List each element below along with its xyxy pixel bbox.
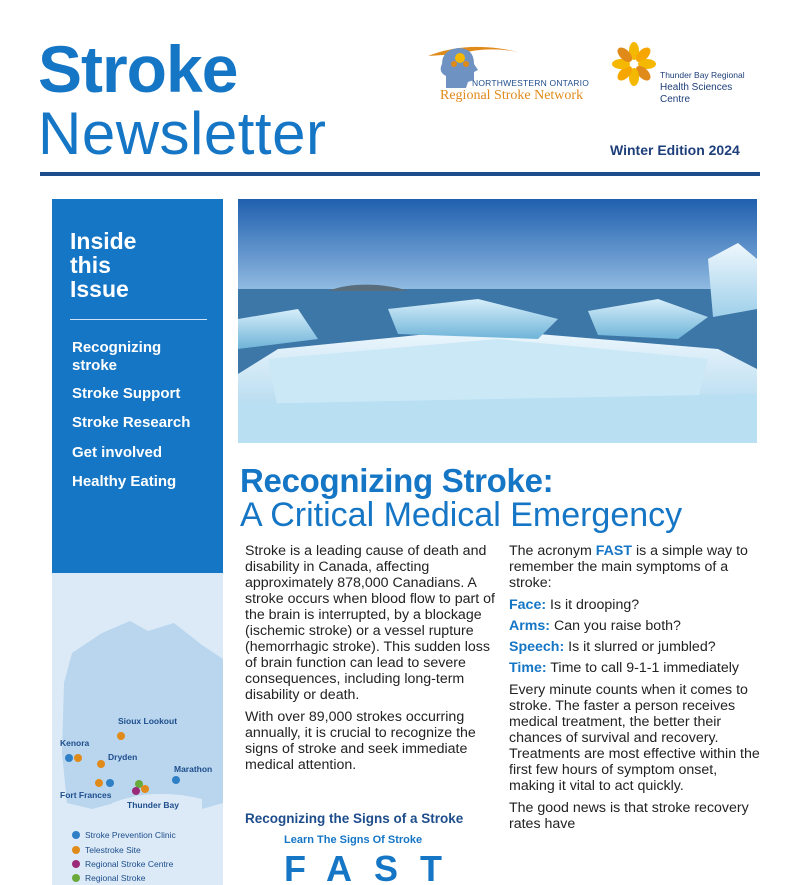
legend-item (72, 845, 141, 855)
fast-graphic: FAST (284, 848, 465, 885)
network-logo-line2: Regional Stroke Network (440, 88, 584, 103)
legend-dot-icon (72, 874, 80, 882)
symptom-key: Arms: (509, 618, 550, 634)
hospital-logo-line1: Thunder Bay Regional (660, 70, 745, 80)
symptom-speech (509, 639, 763, 655)
hospital-logo-line3: Centre (660, 94, 691, 105)
masthead-divider (40, 172, 760, 176)
article-column-right (509, 543, 763, 838)
paragraph: Every minute counts when it comes to stroke. The faster a person receives medical treatment, the better their chances of survival and recovery. Treatments are most effective within the first few hours of symptom onset, making it vital to act quickly. (509, 682, 760, 794)
symptom-arms (509, 618, 763, 634)
symptom-key: Face: (509, 597, 547, 613)
symptom-key: Speech: (509, 639, 565, 655)
map-label: Marathon (174, 764, 213, 774)
fast-graphic-caption: Learn The Signs Of Stroke (284, 834, 423, 846)
legend-label: Regional Stroke Centre (85, 859, 174, 869)
symptom-text: Time to call 9-1-1 immediately (546, 660, 739, 676)
flower-icon (610, 40, 658, 90)
hospital-logo (610, 38, 760, 108)
masthead-subtitle: Newsletter (38, 100, 327, 167)
sidebar-item-research[interactable]: Stroke Research (72, 414, 191, 431)
signs-subheading: Recognizing the Signs of a Stroke (245, 811, 464, 826)
legend-dot-icon (72, 846, 80, 854)
article-heading: Recognizing Stroke: (240, 462, 554, 499)
legend-label: Telestroke Site (85, 845, 141, 855)
symptom-text: Can you raise both? (550, 618, 681, 634)
legend-label: Regional Stroke (85, 873, 146, 883)
legend-item (72, 859, 173, 869)
symptom-key: Time: (509, 660, 547, 676)
map-label: Kenora (60, 738, 90, 748)
ice-landscape-photo (238, 199, 757, 443)
sidebar-item-recognizing[interactable]: Recognizing (72, 339, 162, 356)
legend-dot-icon (72, 831, 80, 839)
map-label: Dryden (108, 752, 138, 762)
network-logo-line1: NORTHWESTERN ONTARIO (472, 78, 590, 88)
text-run: is a simple way to remember the main symptoms of a stroke: (509, 543, 748, 591)
map-label: Fort Frances (60, 790, 112, 800)
inside-heading-line: Inside (70, 228, 137, 254)
sidebar-item-healthy-eating[interactable]: Healthy Eating (72, 473, 177, 490)
legend-dot-icon (72, 860, 80, 868)
edition-label: Winter Edition 2024 (610, 142, 740, 158)
symptom-face (509, 597, 763, 613)
masthead-title: Stroke (38, 32, 238, 106)
paragraph: With over 89,000 strokes occurring annually, it is crucial to recognize the signs of stroke and seek immediate medical attention. (245, 709, 476, 773)
paragraph: The good news is that stroke recovery rates have (509, 800, 749, 832)
inside-heading (70, 229, 136, 301)
article-column-left (245, 543, 495, 779)
sidebar-item-get-involved[interactable]: Get involved (72, 444, 163, 461)
inside-heading-line: Issue (70, 276, 129, 302)
regional-map (52, 573, 223, 885)
legend-item (72, 830, 176, 840)
sidebar-divider (70, 319, 207, 320)
paragraph: Stroke is a leading cause of death and disability in Canada, affecting approximately 878,000 Canadians. A stroke occurs when blood flow to part of the brain is interrupted, by a blockage (ischemic stroke) or a vessel rupture (hemorrhagic stroke). This sudden loss of brain function can lead to severe consequences, including long-term disability or death. (245, 543, 495, 703)
inside-this-issue-panel (52, 199, 223, 573)
map-label: Sioux Lookout (118, 716, 178, 726)
hospital-logo-line2: Health Sciences (660, 82, 733, 93)
sidebar-item-support[interactable]: Stroke Support (72, 385, 181, 402)
regional-stroke-network-logo (428, 42, 588, 106)
legend-label: Stroke Prevention Clinic (85, 830, 176, 840)
fast-keyword: FAST (595, 543, 632, 559)
text-run: The acronym (509, 543, 596, 559)
symptom-text: Is it drooping? (546, 597, 640, 613)
symptom-text: Is it slurred or jumbled? (564, 639, 716, 655)
inside-heading-line: this (70, 252, 111, 278)
symptom-time (509, 660, 763, 676)
legend-item (72, 873, 145, 883)
article-subheading: A Critical Medical Emergency (240, 496, 683, 534)
map-label: Thunder Bay (127, 800, 179, 810)
ice-photo-image (238, 199, 757, 443)
paragraph (509, 543, 763, 591)
sidebar-item-recognizing-cont[interactable]: stroke (72, 357, 118, 374)
